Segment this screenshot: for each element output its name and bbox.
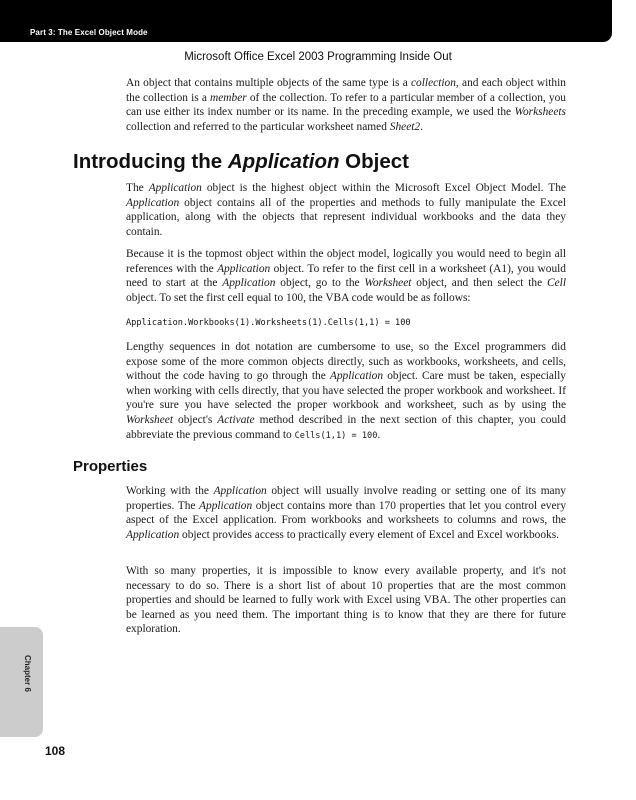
application-paragraph-1: The Application object is the highest object within the Microsoft Excel Object Model. The Application object contains all of the properties and methods to fully manipulate the Excel application, along with the objects that represent individual workbooks and the data they contain. <box>126 182 566 238</box>
inline-code: Cells(1,1) = 100 <box>294 430 378 441</box>
code-example: Application.Workbooks(1).Worksheets(1).Cells(1,1) = 100 <box>126 318 411 328</box>
intro-paragraph: An object that contains multiple objects of the same type is a collection, and each object within the collection is a member of the collection. To refer to a particular member of a collection, you can use either its index number or its name. In the preceding example, we used the Worksheets collection and referred to the particular worksheet named Sheet2. <box>126 77 566 133</box>
page-number: 108 <box>45 744 66 758</box>
application-paragraph-3: Lengthy sequences in dot notation are cumbersome to use, so the Excel programmers did expose some of the more common objects directly, such as workbooks, worksheets, and cells, without the code having to go through the Application object. Care must be taken, especially when working with cells directly, that you have selected the proper workbook and worksheet. If you're sure you have selected the proper workbook and worksheet, such as by using the Worksheet object's Activate method described in the next section of this chapter, you could abbreviate the previous command to Cells(1,1) = 100. <box>126 341 567 441</box>
application-paragraph-2: Because it is the topmost object within the object model, logically you would need to begin all references with the Application object. To refer to the first cell in a worksheet (A1), you would need to start at the Application object, go to the Worksheet object, and then select the Cell object. To set the first cell equal to 100, the VBA code would be as follows: <box>126 248 567 304</box>
section-heading-application-object: Introducing the Application Object <box>73 150 409 173</box>
section-heading-properties: Properties <box>73 458 148 475</box>
part-label: Part 3: The Excel Object Mode <box>30 28 148 37</box>
properties-paragraph-2: With so many properties, it is impossible to know every available property, and it's not necessary to do so. There is a short list of about 10 properties that are the most common properties and should be learned to fully work with Excel using VBA. The other properties can be learned as you need them. The important thing is to know that they are there for future exploration. <box>126 565 566 636</box>
running-head: Microsoft Office Excel 2003 Programming Inside Out <box>184 51 452 63</box>
chapter-tab-label: Chapter 6 <box>23 655 32 692</box>
properties-paragraph-1: Working with the Application object will usually involve reading or setting one of its many properties. The Application object contains more than 170 properties that let you control every aspect of the Excel application. From workbooks and worksheets to columns and rows, the Application object provides access to practically every element of Excel and Excel workbooks. <box>126 485 567 541</box>
chapter-tab <box>0 627 43 737</box>
